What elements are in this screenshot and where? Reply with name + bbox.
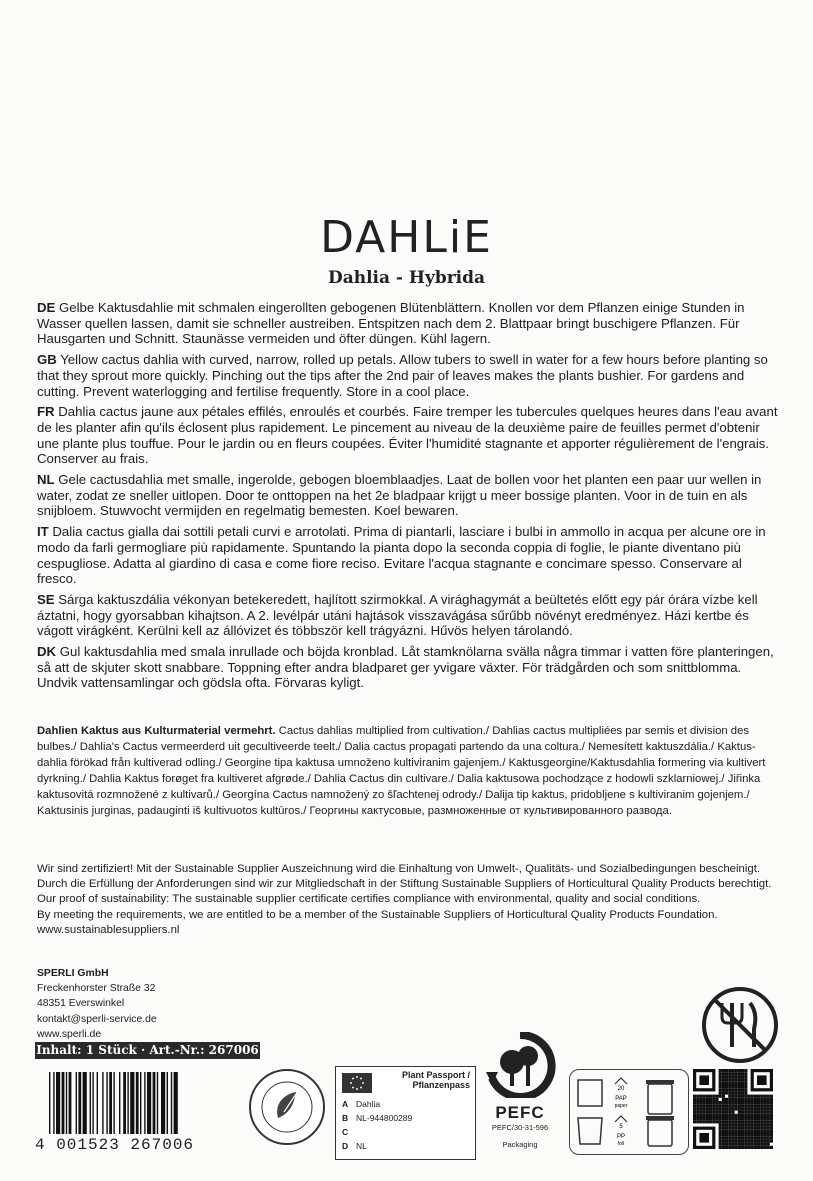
pp-code: 5: [619, 1124, 623, 1130]
cert-line: Our proof of sustainability: The sustainable supplier certificate certifies compliance with environmental, quality and social conditions.: [37, 893, 701, 906]
content-article-badge: Inhalt: 1 Stück · Art.-Nr.: 267006: [36, 1043, 259, 1057]
pp-sub: foil: [617, 1141, 625, 1147]
description-gb: GB Yellow cactus dahlia with curved, narrow, rolled up petals. Allow tubers to swell in water for a few hours before planting so that they sprout more quickly. Pinching out the tips after the 2nd pair of leaves makes the plants bushier. For gardens and cutting. Prevent waterlogging and fertilise frequently. Store in a cool place.: [37, 352, 768, 399]
street: Freckenhorster Straße 32: [37, 983, 156, 995]
company-address: [37, 966, 157, 1042]
cert-line: Wir sind zertifiziert! Mit der Sustainable Supplier Auszeichnung wird die Einhaltung von Umwelt-, Qualitäts- und Sozialbedingungen bescheinigt.: [37, 863, 761, 875]
description-nl: NL Gele cactusdahlia met smalle, ingerolde, gebogen bloemblaadjes. Laat de bollen voor het planten een paar uur wellen in water, zodat ze sneller uitlopen. Door te onttoppen na het 2e bladpaar krijgt u meer bossige planten. Voor in de tuin en als snijbloem. Stuwvocht vermijden en regelmatig bemesten. Koel bewaren.: [37, 472, 762, 519]
sustainable-supplier-seal-icon: [248, 1068, 326, 1146]
pefc-code: PEFC/30-31-596: [491, 1123, 549, 1132]
pefc-name: PEFC: [495, 1103, 545, 1122]
passport-row: C: [342, 1127, 349, 1137]
not-edible-icon: [700, 985, 780, 1065]
origin-note: [37, 723, 779, 819]
pefc-logo-icon: [484, 1032, 556, 1098]
page-title: DAHLiE: [320, 212, 493, 263]
plant-passport: [335, 1066, 476, 1160]
recycling-info: [569, 1069, 689, 1155]
company-name: SPERLI GmbH: [37, 968, 109, 979]
certification-text: [37, 862, 779, 938]
email-link[interactable]: kontakt@sperli-service.de: [37, 1013, 157, 1025]
description-fr: FR Dahlia cactus jaune aux pétales effilés, enroulés et courbés. Faire tremper les tubercules quelques heures dans l'eau avant de les planter afin qu'ils éclosent plus rapidement. Le pincement au niveau de la deuxième paire de feuilles permet d'obtenir une plante plus touffue. Pour le jardin ou en fleurs coupées. Éviter l'humidité stagnante et apporter régulièrement de l'engrais. Conserver au frais.: [37, 404, 778, 467]
pap-sub: paper: [614, 1103, 628, 1109]
cert-link[interactable]: www.sustainablesuppliers.nl: [37, 923, 180, 936]
pefc-packaging: Packaging: [502, 1140, 538, 1149]
website-link[interactable]: www.sperli.de: [37, 1028, 102, 1040]
passport-header: Plant Passport / Pflanzenpass: [401, 1070, 470, 1090]
description-de: DE Gelbe Kaktusdahlie mit schmalen eingerollten gebogenen Blütenblättern. Knollen vor dem Pflanzen einige Stunden in Wasser quellen lassen, damit sie schneller austreiben. Entspitzen nach dem 2. Blattpaar bringt buschigere Pflanzen. Für Hausgarten und Schnitt. Staunässe vermeiden und öfter düngen. Kühl lagern.: [37, 300, 745, 347]
pefc-label: [480, 1032, 560, 1160]
barcode-digits: 4 001523 267006: [35, 1136, 195, 1154]
description-it: IT Dalia cactus gialla dai sottili petali curvi e arrotolati. Prima di piantarli, lasciare i bulbi in ammollo in acqua per alcune ore in modo da farli germogliare più rapidamente. Spuntando la pianta dopo la seconda coppia di foglie, le piante diventano più cespugliose. Adatta al giardino di casa e come fiore reciso. Evitare l'acqua stagnante e concimare spesso. Conservare al fresco.: [37, 524, 766, 587]
origin-lead: Dahlien Kaktus aus Kulturmaterial vermehrt.: [37, 725, 276, 737]
botanical-name: Dahlia - Hybrida: [327, 268, 486, 288]
pap-code: 20: [617, 1086, 625, 1092]
description-se: SE Sárga kaktuszdália vékonyan betekeredett, hajlított szirmokkal. A virághagymát a beültetés előtt egy pár órára vízbe kell áztatni, hogy gyorsabban kihajtson. A 2. levélpár utáni hajtások visszavágása sűrűbb növényt eredményez. Házi kertbe és vágott virágként. Kerülni kell az állóvizet és többször kell trágyázni. Hűvös helyen tárolandó.: [37, 591, 758, 639]
passport-row: B NL-944800289: [342, 1113, 413, 1123]
qr-code-icon[interactable]: [693, 1069, 773, 1149]
eu-flag-icon: [342, 1073, 372, 1093]
description-block: [37, 300, 779, 696]
cert-line: Durch die Erfüllung der Anforderungen sind wir zur Mitgliedschaft in der Stiftung Sustainable Suppliers of Horticultural Quality Products berechtigt.: [37, 878, 772, 891]
passport-row: D NL: [342, 1141, 367, 1151]
recycling-icon: [570, 1070, 688, 1154]
origin-text: Cactus dahlias multiplied from cultivation./ Dahlias cactus multipliées par semis et division des bulbes./ Dahlia's Cactus vermeerderd uit gecultiveerde teelt./ Dalia cactus propagati partendo da una coltura./ Nemesített kaktuszdália./ Kaktus-dahlia förökad från kultiverad odling./ Georgine tipa kaktusa umnoženo kultiviranim gajenjem./ Kaktusgeorgine/Kaktusdahlia formering via kultivert dyrkning./ Dahlia Kaktus forøget fra kultiveret afgrøde./ Dahlia Cactus din cultivare./ Dalia kaktusowa pochodzące z hodowli szklarniowej./ Jiřinka kaktusovitá rozmnožené z kultivarů./ Georgína Cactus namnožený zo šľachtenej odrody./ Dalija tip kaktus, pridobljene s kultiviranim gojenjem./ Kaktusinis jurginas, padauginti iš kultivuotos kultūros./ Георгины кактусовые, размноженные от культивированного развода.: [37, 725, 766, 817]
description-dk: DK Gul kaktusdahlia med smala inrullade och böjda kronblad. Låt stamknölarna svälla några timmar i vatten före planteringen, så att de skjuter skott snabbare. Toppning efter andra bladparet ger yvigare växter. För trädgården och som snittblomma. Undvik vattensamlingar och gödsla ofta. Förvaras kyligt.: [37, 644, 774, 691]
pp-label: PP: [616, 1134, 626, 1140]
cert-line: By meeting the requirements, we are entitled to be a member of the Sustainable Suppliers of Horticultural Quality Products Foundation.: [37, 908, 718, 921]
passport-row: A Dahlia: [342, 1099, 381, 1109]
pap-label: PAP: [615, 1096, 627, 1102]
city: 48351 Everswinkel: [37, 998, 125, 1010]
